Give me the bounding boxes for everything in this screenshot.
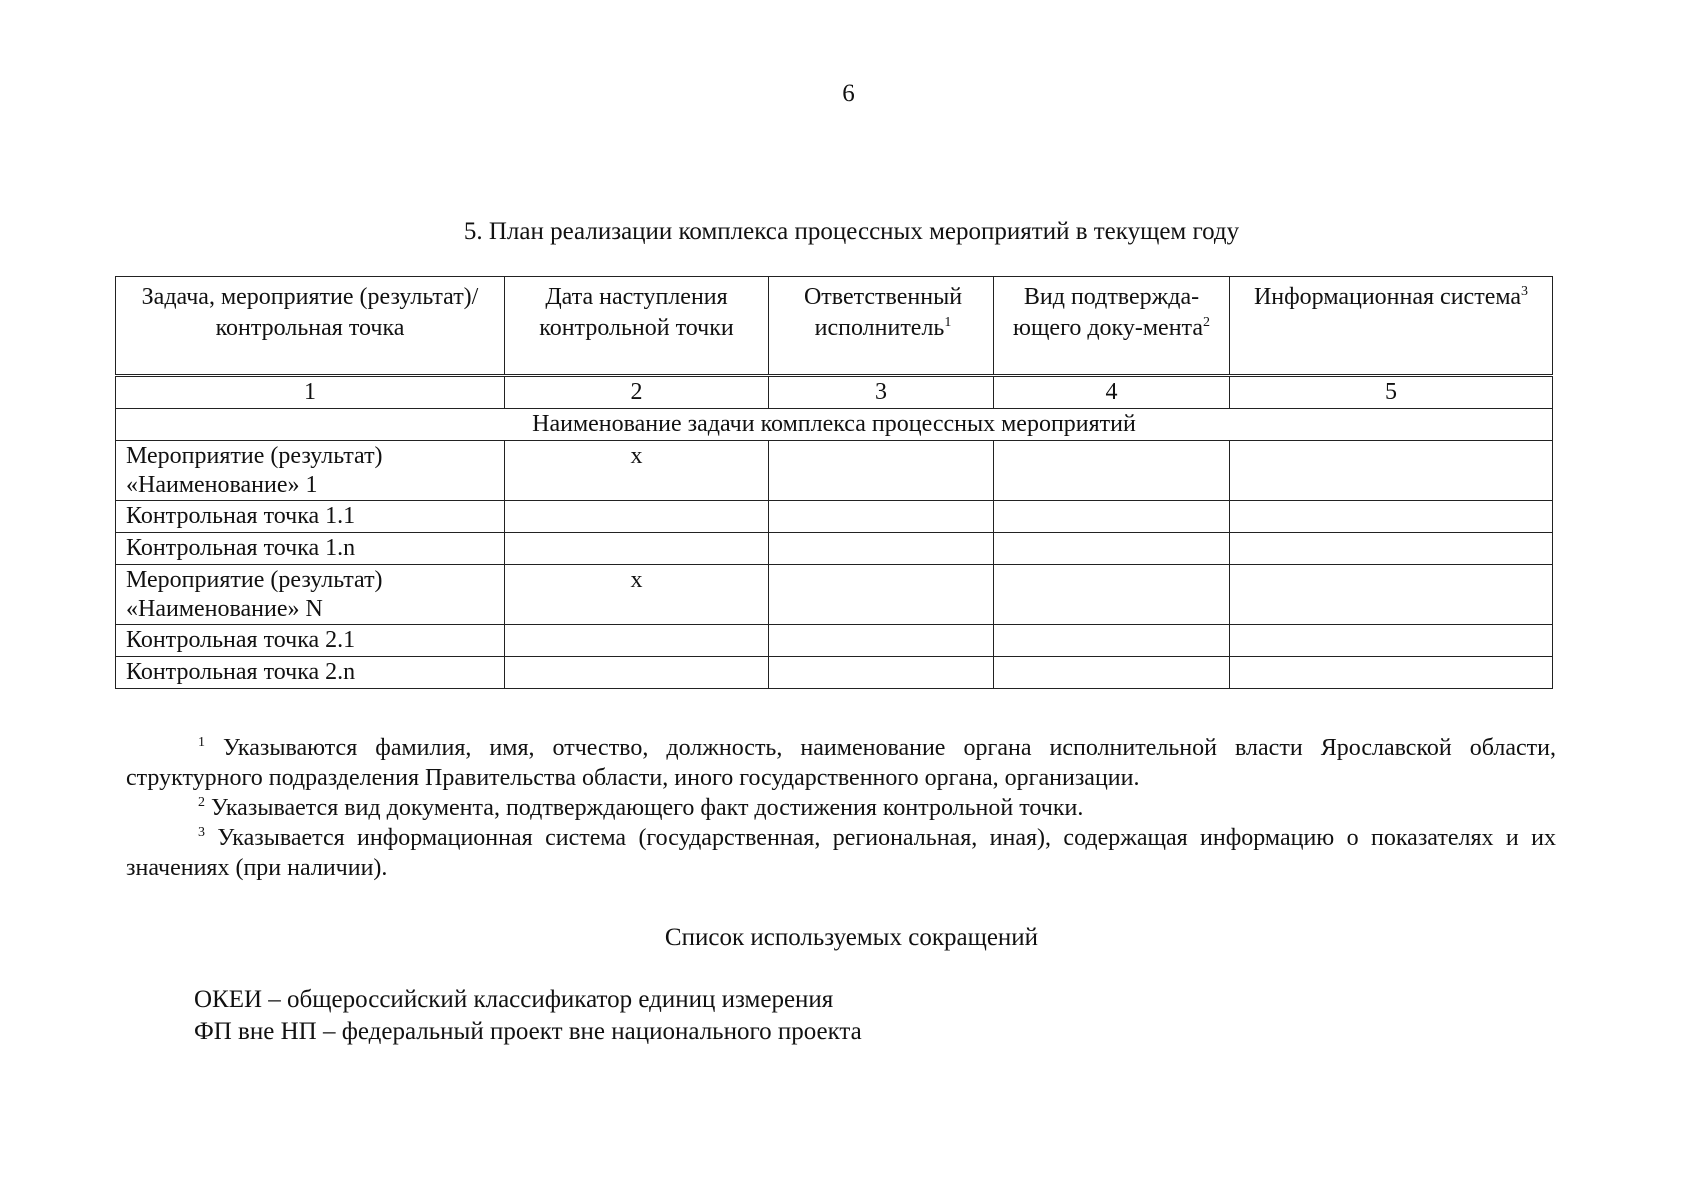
document-cell bbox=[994, 657, 1230, 689]
page-number: 6 bbox=[842, 80, 855, 107]
row-name-cell: Мероприятие (результат) «Наименование» 1 bbox=[116, 441, 505, 501]
footnotes bbox=[126, 733, 1556, 883]
document-cell bbox=[994, 565, 1230, 625]
date-cell: x bbox=[505, 565, 769, 625]
column-number: 5 bbox=[1230, 376, 1553, 409]
responsible-cell bbox=[769, 625, 994, 657]
task-row bbox=[116, 409, 1553, 441]
header-document-type: Вид подтвержда-ющего доку-мента$^2$ bbox=[994, 277, 1230, 376]
document-cell bbox=[994, 533, 1230, 565]
column-number: 3 bbox=[769, 376, 994, 409]
table-row bbox=[116, 625, 1553, 657]
responsible-cell bbox=[769, 533, 994, 565]
date-cell: x bbox=[505, 441, 769, 501]
table-row bbox=[116, 657, 1553, 689]
column-number: 1 bbox=[116, 376, 505, 409]
header-task: Задача, мероприятие (результат)/ контрольная точка bbox=[116, 277, 505, 376]
column-number: 2 bbox=[505, 376, 769, 409]
table-row bbox=[116, 565, 1553, 625]
row-name-cell: Контрольная точка 2.1 bbox=[116, 625, 505, 657]
info-system-cell bbox=[1230, 625, 1553, 657]
row-name-cell: Мероприятие (результат) «Наименование» N bbox=[116, 565, 505, 625]
date-cell bbox=[505, 533, 769, 565]
column-number: 4 bbox=[994, 376, 1230, 409]
footnote-ref-3: 3 bbox=[1521, 284, 1529, 299]
table-header-row bbox=[116, 277, 1553, 376]
section-title: 5. План реализации комплекса процессных мероприятий в текущем году bbox=[463, 218, 1240, 245]
responsible-cell bbox=[769, 441, 994, 501]
footnote-ref-2: 2 bbox=[1202, 315, 1210, 330]
header-responsible: Ответственный исполнитель$^1$ bbox=[769, 277, 994, 376]
abbreviation-item: ФП вне НП – федеральный проект вне национального проекта bbox=[194, 1018, 862, 1045]
table-row bbox=[116, 533, 1553, 565]
row-name-cell: Контрольная точка 1.1 bbox=[116, 501, 505, 533]
footnote-3: $^3$ Указывается информационная система (государственная, региональная, иная), содержащая информацию о показателях и их значениях (при наличии). bbox=[126, 825, 1556, 881]
document-cell bbox=[994, 501, 1230, 533]
date-cell bbox=[505, 625, 769, 657]
row-name-cell: Контрольная точка 1.n bbox=[116, 533, 505, 565]
responsible-cell bbox=[769, 657, 994, 689]
task-name-cell: Наименование задачи комплекса процессных мероприятий bbox=[116, 409, 1553, 441]
responsible-cell bbox=[769, 565, 994, 625]
column-number-row bbox=[116, 376, 1553, 409]
info-system-cell bbox=[1230, 501, 1553, 533]
abbreviation-item: ОКЕИ – общероссийский классификатор единиц измерения bbox=[194, 986, 834, 1013]
header-info-system: Информационная система$^3$ bbox=[1230, 277, 1553, 376]
table-row bbox=[116, 501, 1553, 533]
plan-table bbox=[115, 276, 1553, 689]
info-system-cell bbox=[1230, 657, 1553, 689]
footnote-1: $^1$ Указываются фамилия, имя, отчество, должность, наименование органа исполнительной власти Ярославской области, структурного подразделения Правительства области, иного государственного органа, организации. bbox=[126, 735, 1556, 791]
table-row bbox=[116, 441, 1553, 501]
footnote-2: $^2$ Указывается вид документа, подтверждающего факт достижения контрольной точки. bbox=[198, 795, 1084, 821]
row-name-cell: Контрольная точка 2.n bbox=[116, 657, 505, 689]
document-cell bbox=[994, 441, 1230, 501]
document-cell bbox=[994, 625, 1230, 657]
abbreviations-title: Список используемых сокращений bbox=[664, 924, 1039, 951]
footnote-ref-1: 1 bbox=[944, 315, 952, 330]
info-system-cell bbox=[1230, 565, 1553, 625]
abbreviations-list bbox=[194, 984, 862, 1048]
responsible-cell bbox=[769, 501, 994, 533]
date-cell bbox=[505, 501, 769, 533]
date-cell bbox=[505, 657, 769, 689]
info-system-cell bbox=[1230, 441, 1553, 501]
header-date: Дата наступления контрольной точки bbox=[505, 277, 769, 376]
info-system-cell bbox=[1230, 533, 1553, 565]
